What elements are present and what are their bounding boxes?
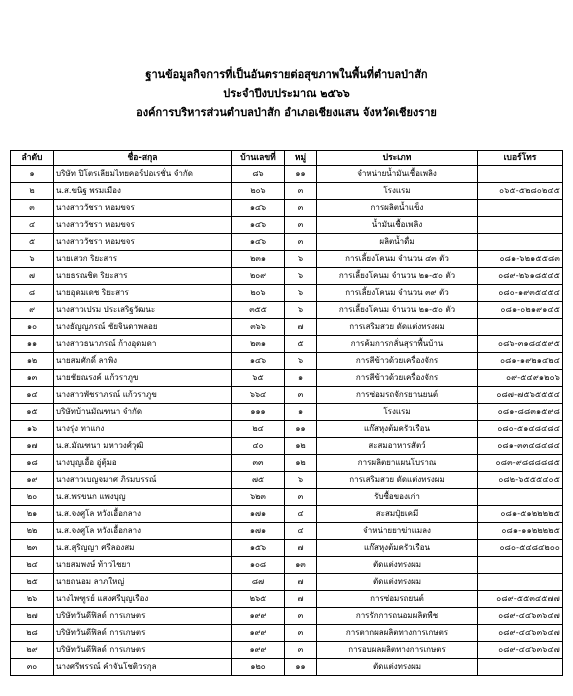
cell-house-no: ๖๒๓ <box>232 489 285 506</box>
cell-no: ๑๓ <box>11 370 54 387</box>
cell-village: ๓ <box>285 183 317 200</box>
cell-no: ๑๖ <box>11 421 54 438</box>
cell-name: นางไพฑูรย์ แสงศรีบุญเรือง <box>54 591 232 608</box>
cell-village: ๑๑ <box>285 166 317 183</box>
cell-name: บริษัทวันดีฟิลด์ การเกษตร <box>54 642 232 659</box>
cell-name: น.ส.จงศูโล หวังเอื้อกลาง <box>54 506 232 523</box>
cell-village: ๑ <box>285 404 317 421</box>
table-row <box>11 268 563 285</box>
cell-phone: ๐๘๗-๗๕๖๕๕๕๔ <box>478 387 563 404</box>
table-row <box>11 234 563 251</box>
cell-name: นายชัยณรงค์ แก้วราภูข <box>54 370 232 387</box>
table-row <box>11 557 563 574</box>
table-row <box>11 421 563 438</box>
cell-phone <box>478 200 563 217</box>
cell-type: การค้มการกลั่นสุราพื้นบ้าน <box>317 336 478 353</box>
table-row <box>11 506 563 523</box>
cell-village: ๗ <box>285 574 317 591</box>
cell-phone: ๐๘๙-๔๔๖๓๖๔๗ <box>478 642 563 659</box>
cell-phone: ๐๘๑-๘๘๓๑๕๙๘ <box>478 404 563 421</box>
cell-house-no: ๓๕๕ <box>232 302 285 319</box>
cell-type: การผลิตยาแผนโบราณ <box>317 455 478 472</box>
cell-type: น้ำมันเชื้อเพลิง <box>317 217 478 234</box>
cell-house-no: ๑๙๙ <box>232 625 285 642</box>
cell-phone <box>478 557 563 574</box>
cell-name: บริษัท ปิโตรเลียมไทยคอร์ปอเรชั่น จำกัด <box>54 166 232 183</box>
business-table <box>10 150 563 676</box>
cell-phone: ๐๘๓-๙๘๘๘๘๘๕ <box>478 455 563 472</box>
cell-type: การผลิตน้ำแข็ง <box>317 200 478 217</box>
cell-phone: ๐๘๑-๖๒๑๕๕๘๓ <box>478 251 563 268</box>
cell-house-no: ๒๐๖ <box>232 183 285 200</box>
cell-name: นางสาววัชรา หอมขจร <box>54 217 232 234</box>
cell-type: รับซื้อของเก่า <box>317 489 478 506</box>
cell-name: นางธัญญภรณ์ ชัยจินดาพลอย <box>54 319 232 336</box>
cell-type: แก๊สหุงต้มครัวเรือน <box>317 540 478 557</box>
cell-name: น.ส.จงศูโล หวังเอื้อกลาง <box>54 523 232 540</box>
cell-house-no: ๘๗ <box>232 574 285 591</box>
cell-house-no: ๑๑๑ <box>232 404 285 421</box>
cell-house-no: ๖๖๔ <box>232 387 285 404</box>
organization-subtitle: องค์การบริหารส่วนตำบลป่าสัก อำเภอเชียงแสน จังหวัดเชียงราย <box>136 106 437 119</box>
cell-phone: ๐๘๑-๕๑๒๒๒๒๕ <box>478 506 563 523</box>
cell-type: ตัดแต่งทรงผม <box>317 574 478 591</box>
cell-name: น.ส.มัณฑนา มหาวงศ์วุฒิ <box>54 438 232 455</box>
cell-name: นายเสวก ริยะสาร <box>54 251 232 268</box>
cell-name: นายสมพงษ์ ท้าวไชยา <box>54 557 232 574</box>
cell-house-no: ๑๐๘ <box>232 557 285 574</box>
cell-no: ๖ <box>11 251 54 268</box>
table-row <box>11 200 563 217</box>
table-row <box>11 608 563 625</box>
cell-type: การเสริมสวย ดัดแต่งทรงผม <box>317 319 478 336</box>
table-row <box>11 387 563 404</box>
cell-village: ๗ <box>285 540 317 557</box>
cell-house-no: ๖๕ <box>232 370 285 387</box>
cell-name: นางรุ่ง ทาแกง <box>54 421 232 438</box>
cell-name: นางสาวเบญจมาศ ภิรมบรรณ์ <box>54 472 232 489</box>
table-row <box>11 302 563 319</box>
cell-name: นายสมศักดิ์ ลาพิง <box>54 353 232 370</box>
cell-village: ๑๑ <box>285 659 317 676</box>
fiscal-year-subtitle: ประจำปีงบประมาณ ๒๕๖๖ <box>223 87 350 100</box>
cell-village: ๓ <box>285 642 317 659</box>
cell-type: การเสริมสวย ดัดแต่งทรงผม <box>317 472 478 489</box>
cell-name: นางสาววัชรา หอมขจร <box>54 234 232 251</box>
cell-phone <box>478 166 563 183</box>
cell-no: ๒๒ <box>11 523 54 540</box>
cell-phone <box>478 234 563 251</box>
cell-type: แก๊สหุงต้มครัวเรือน <box>317 421 478 438</box>
cell-phone: ๐๘๖-๓๑๘๔๕๙๕ <box>478 336 563 353</box>
cell-name: นายธรณชิต ริยะสาร <box>54 268 232 285</box>
cell-type: การสีข้าวด้วยเครื่องจักร <box>317 370 478 387</box>
cell-house-no: ๑๒๐ <box>232 659 285 676</box>
table-row <box>11 642 563 659</box>
cell-village: ๑๑ <box>285 421 317 438</box>
cell-type: จำหน่ายยาฆ่าแมลง <box>317 523 478 540</box>
cell-type: การซ่อมรถจักรยานยนต์ <box>317 387 478 404</box>
cell-phone: ๐๘๑-๐๒๑๙๑๔๕ <box>478 302 563 319</box>
table-row <box>11 540 563 557</box>
cell-no: ๑๔ <box>11 387 54 404</box>
cell-type: การซ่อมรถยนต์ <box>317 591 478 608</box>
cell-house-no: ๑๙๙ <box>232 642 285 659</box>
cell-name: น.ส.พรขนก แพงบุญ <box>54 489 232 506</box>
cell-phone: ๐๘๐-๕๑๔๘๔๘๔ <box>478 421 563 438</box>
cell-village: ๑๒ <box>285 438 317 455</box>
cell-type: การรักการถนอมผลิตพืช <box>317 608 478 625</box>
table-row <box>11 659 563 676</box>
cell-house-no: ๒๐๖ <box>232 285 285 302</box>
cell-village: ๕ <box>285 336 317 353</box>
col-header-no: ลำดับ <box>11 151 54 166</box>
cell-phone <box>478 574 563 591</box>
cell-name: นายอุดมเดช ริยะสาร <box>54 285 232 302</box>
cell-village: ๖ <box>285 268 317 285</box>
cell-phone: ๐๘๐-๕๔๘๔๒๐๐ <box>478 540 563 557</box>
cell-name: นายถนอม ลาภใหญ่ <box>54 574 232 591</box>
table-row <box>11 353 563 370</box>
cell-phone <box>478 319 563 336</box>
cell-village: ๓ <box>285 217 317 234</box>
cell-name: นางสาววัชรา หอมขจร <box>54 200 232 217</box>
cell-village: ๖ <box>285 353 317 370</box>
cell-house-no: ๑๙๙ <box>232 608 285 625</box>
cell-house-no: ๒๓๑ <box>232 336 285 353</box>
table-row <box>11 455 563 472</box>
cell-phone: ๐๘๑-๑๙๒๑๔๒๔ <box>478 353 563 370</box>
cell-type: จำหน่ายน้ำมันเชื้อเพลิง <box>317 166 478 183</box>
cell-phone <box>478 489 563 506</box>
cell-no: ๒๕ <box>11 574 54 591</box>
cell-house-no: ๑๗๑ <box>232 506 285 523</box>
cell-no: ๑ <box>11 166 54 183</box>
cell-type: การตากผลผลิตทางการเกษตร <box>317 625 478 642</box>
cell-no: ๙ <box>11 302 54 319</box>
cell-no: ๑๑ <box>11 336 54 353</box>
cell-no: ๑๕ <box>11 404 54 421</box>
cell-phone: ๐๖๕-๕๒๘๐๒๔๕ <box>478 183 563 200</box>
cell-name: บริษัทวันดีฟิลด์ การเกษตร <box>54 625 232 642</box>
cell-village: ๗ <box>285 319 317 336</box>
cell-phone: ๐๘๙-๒๖๑๘๕๔๕ <box>478 268 563 285</box>
cell-no: ๒๐ <box>11 489 54 506</box>
cell-house-no: ๑๗๑ <box>232 523 285 540</box>
cell-house-no: ๑๔๖ <box>232 234 285 251</box>
cell-no: ๓ <box>11 200 54 217</box>
cell-village: ๓ <box>285 489 317 506</box>
cell-village: ๔ <box>285 523 317 540</box>
table-row <box>11 523 563 540</box>
cell-village: ๑ <box>285 370 317 387</box>
table-row <box>11 285 563 302</box>
cell-no: ๑๗ <box>11 438 54 455</box>
cell-no: ๒๑ <box>11 506 54 523</box>
col-header-name: ชื่อ-สกุล <box>54 151 232 166</box>
cell-village: ๔ <box>285 506 317 523</box>
cell-house-no: ๒๐๙ <box>232 268 285 285</box>
cell-name: นางสาวเปรม ประเสริฐวัฒนะ <box>54 302 232 319</box>
cell-phone: ๐๘๒-๖๕๕๕๔๐๕ <box>478 472 563 489</box>
document-header <box>0 66 573 123</box>
cell-no: ๒๘ <box>11 625 54 642</box>
cell-name: น.ส.ขนิฐ พรมเมือง <box>54 183 232 200</box>
cell-name: บริษัทบ้านมัณฑนา จำกัด <box>54 404 232 421</box>
cell-type: ตัดแต่งทรงผม <box>317 659 478 676</box>
table-row <box>11 625 563 642</box>
col-header-village: หมู่ <box>285 151 317 166</box>
cell-no: ๘ <box>11 285 54 302</box>
cell-no: ๔ <box>11 217 54 234</box>
cell-name: นางบุญเอื้อ อู่ตุ้มอ <box>54 455 232 472</box>
cell-no: ๒๙ <box>11 642 54 659</box>
table-row <box>11 319 563 336</box>
cell-type: การเลี้ยงโคนม จำนวน ๒๑-๕๐ ตัว <box>317 302 478 319</box>
cell-village: ๖ <box>285 302 317 319</box>
cell-house-no: ๑๔๖ <box>232 217 285 234</box>
cell-phone: ๐๘๙-๔๔๖๓๖๔๗ <box>478 608 563 625</box>
cell-village: ๓ <box>285 608 317 625</box>
cell-no: ๒๗ <box>11 608 54 625</box>
cell-house-no: ๔๐ <box>232 438 285 455</box>
table-body <box>11 166 563 676</box>
col-header-house-no: บ้านเลขที่ <box>232 151 285 166</box>
cell-house-no: ๓๖๖ <box>232 319 285 336</box>
cell-house-no: ๓๓ <box>232 455 285 472</box>
cell-no: ๒ <box>11 183 54 200</box>
cell-house-no: ๑๔๖ <box>232 200 285 217</box>
cell-house-no: ๒๔ <box>232 421 285 438</box>
cell-no: ๒๓ <box>11 540 54 557</box>
cell-house-no: ๑๕๖ <box>232 540 285 557</box>
col-header-phone: เบอร์โทร <box>478 151 563 166</box>
cell-phone <box>478 217 563 234</box>
cell-house-no: ๑๔๖ <box>232 353 285 370</box>
cell-type: ผลิตน้ำดื่ม <box>317 234 478 251</box>
table-row <box>11 574 563 591</box>
cell-type: การเลี้ยงโคนม จำนวน ๔๓ ตัว <box>317 251 478 268</box>
cell-house-no: ๗๕ <box>232 472 285 489</box>
cell-phone: ๐๙-๕๔๙๑๒๐๖ <box>478 370 563 387</box>
cell-phone <box>478 659 563 676</box>
cell-village: ๖ <box>285 472 317 489</box>
cell-phone: ๐๘๑-๓๓๔๘๔๘๔ <box>478 438 563 455</box>
table-header-row <box>11 151 563 166</box>
document-title: ฐานข้อมูลกิจการที่เป็นอันตรายต่อสุขภาพในพื้นที่ตำบลป่าสัก <box>145 68 428 81</box>
cell-village: ๓ <box>285 234 317 251</box>
cell-phone: ๐๘๙-๕๕๓๔๕๗๗ <box>478 591 563 608</box>
cell-phone: ๐๘๑-๑๑๒๒๒๒๕ <box>478 523 563 540</box>
cell-phone: ๐๘๙-๔๔๖๓๖๔๗ <box>478 625 563 642</box>
table-row <box>11 251 563 268</box>
cell-type: โรงแรม <box>317 183 478 200</box>
cell-village: ๓ <box>285 200 317 217</box>
cell-no: ๗ <box>11 268 54 285</box>
cell-phone: ๐๘๐-๑๙๓๕๔๕๔ <box>478 285 563 302</box>
col-header-type: ประเภท <box>317 151 478 166</box>
cell-no: ๑๒ <box>11 353 54 370</box>
table-row <box>11 489 563 506</box>
table-row <box>11 591 563 608</box>
cell-no: ๑๐ <box>11 319 54 336</box>
cell-name: บริษัทวันดีฟิลด์ การเกษตร <box>54 608 232 625</box>
cell-no: ๑๙ <box>11 472 54 489</box>
cell-type: สะสมอาหารสัตว์ <box>317 438 478 455</box>
cell-type: การเลี้ยงโคนม จำนวน ๒๑-๕๐ ตัว <box>317 268 478 285</box>
cell-type: สะสมปุ๋ยเคมี <box>317 506 478 523</box>
cell-no: ๑๘ <box>11 455 54 472</box>
cell-village: ๑๓ <box>285 557 317 574</box>
cell-name: นางศรีพรรณ์ คำจันโชติวรกุล <box>54 659 232 676</box>
cell-type: โรงแรม <box>317 404 478 421</box>
cell-village: ๗ <box>285 591 317 608</box>
cell-no: ๒๔ <box>11 557 54 574</box>
cell-type: การสีข้าวด้วยเครื่องจักร <box>317 353 478 370</box>
cell-type: การอบผลผลิตทางการเกษตร <box>317 642 478 659</box>
cell-house-no: ๒๖๕ <box>232 591 285 608</box>
table-row <box>11 183 563 200</box>
cell-village: ๖ <box>285 251 317 268</box>
cell-village: ๖ <box>285 285 317 302</box>
cell-type: การเลี้ยงโคนม จำนวน ๓๙ ตัว <box>317 285 478 302</box>
cell-name: น.ส.สุริญญา ศรีลองสม <box>54 540 232 557</box>
table-row <box>11 438 563 455</box>
cell-type: ตัดแต่งทรงผม <box>317 557 478 574</box>
table-row <box>11 166 563 183</box>
cell-no: ๒๖ <box>11 591 54 608</box>
cell-name: นางสาวธนาภรณ์ ก้างอุดมดา <box>54 336 232 353</box>
cell-no: ๓๐ <box>11 659 54 676</box>
cell-village: ๑๒ <box>285 455 317 472</box>
cell-house-no: ๒๓๑ <box>232 251 285 268</box>
table-row <box>11 336 563 353</box>
table-row <box>11 370 563 387</box>
table-row <box>11 217 563 234</box>
cell-no: ๕ <box>11 234 54 251</box>
cell-name: นางสาวพัชราภรณ์ แก้วราภูข <box>54 387 232 404</box>
cell-house-no: ๘๖ <box>232 166 285 183</box>
cell-village: ๓ <box>285 625 317 642</box>
cell-village: ๓ <box>285 387 317 404</box>
table-row <box>11 404 563 421</box>
table-row <box>11 472 563 489</box>
